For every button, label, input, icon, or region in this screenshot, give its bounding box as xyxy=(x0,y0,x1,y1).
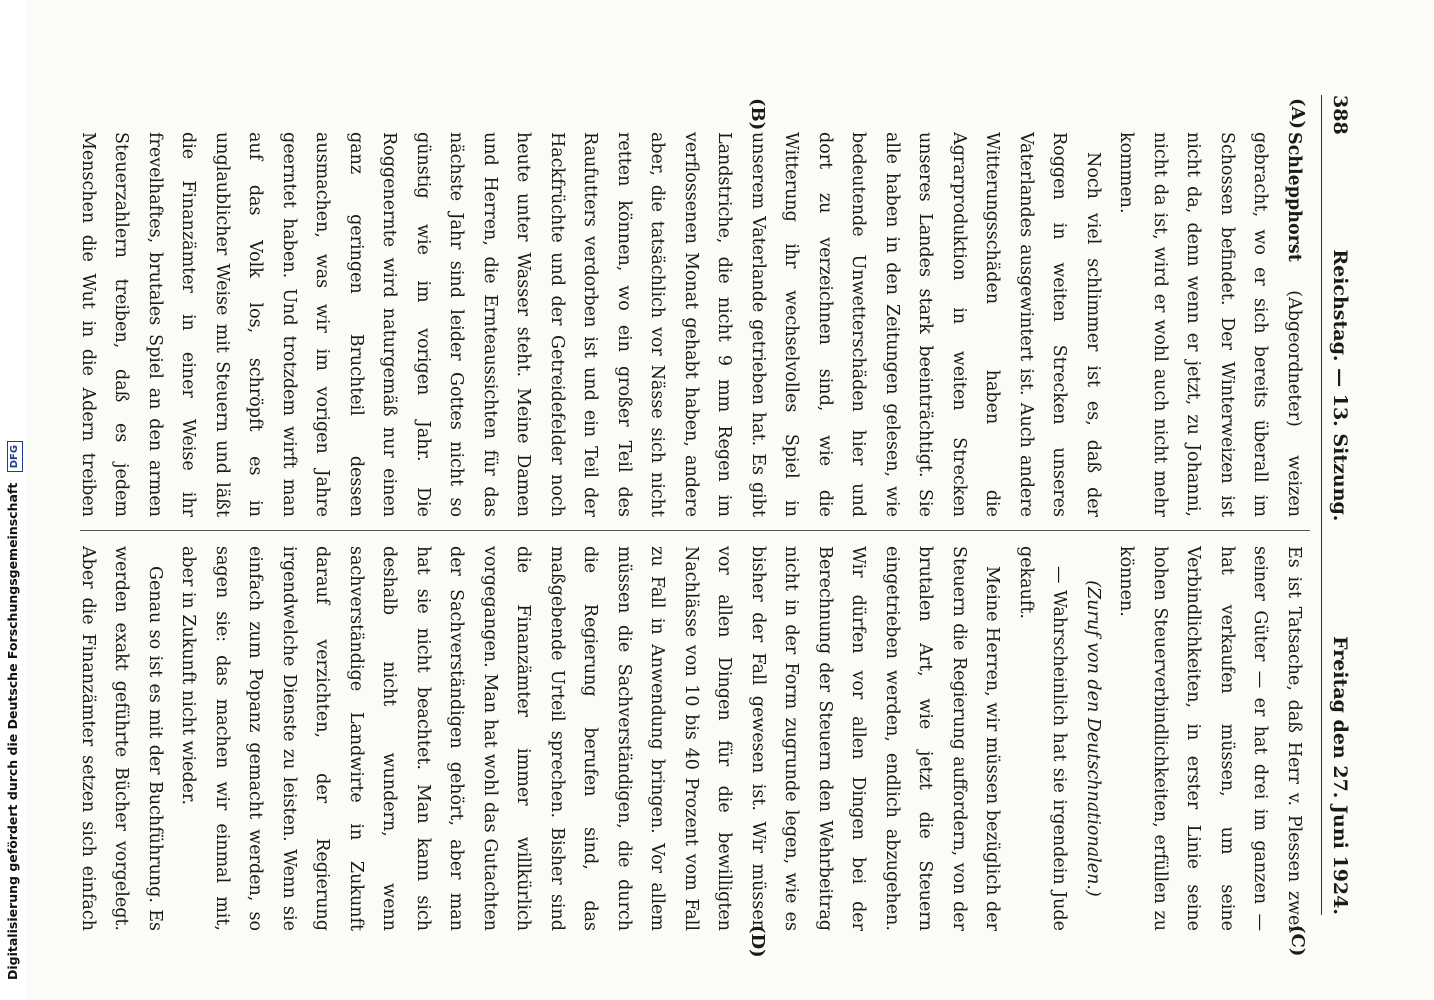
paragraph: Es ist Tatsache, daß Herr v. Plessen zwei seiner Güter — er hat drei im ganzen — hat verkaufen müssen, um seine Verbindlichkeiten, in erster Linie seine hohen Steuerverbindlichkeiten, erfüllen zu können. xyxy=(1116,546,1304,931)
session-title: Reichstag. — 13. Sitzung. xyxy=(1329,249,1351,522)
margin-mark-c: (C) xyxy=(1287,925,1308,957)
speaker-line xyxy=(1109,132,1310,517)
credit-text: Digitalisierung gefördert durch die Deutsche Forschungsgemeinschaft xyxy=(5,482,20,980)
paragraph: weizen gebracht, wo er sich bereits überall im Schossen befindet. Der Winterweizen ist nicht da, denn wenn er jetzt, zu Johanni, nicht da ist, wird er wohl auch nicht mehr kommen. xyxy=(1116,132,1304,517)
digitization-credit-strip xyxy=(0,0,26,1000)
paragraph: Noch viel schlimmer ist es, daß der Roggen in weiten Strecken unseres Vaterlandes ausgewintert ist. Auch andere Witterungsschäden haben die Agrarproduktion in weiten Strecken unseres Landes stark beeinträchtigt. Sie alle haben in den Zeitungen gelesen, wie bedeutende Unwetterschäden hier und dort zu verzeichnen sind, wie die Witterung ihr wechselvolles Spiel in unserem Vaterlande getrieben hat. Es gibt Landstriche, die nicht 9 mm Regen im verflossenen Monat gehabt haben, andere aber, die tatsächlich vor Nässe sich nicht retten können, wo ein großer Teil des Raufutters verdorben ist und ein Teil der Hackfrüchte und der Getreidefelder noch heute unter Wasser steht. Meine Damen und Herren, die Ernteaussichten für das nächste Jahr sind leider Gottes nicht so günstig wie im vorigen Jahr. Die Roggenernte wird naturgemäß nur einen ganz geringen Bruchteil dessen ausmachen, was wir im vorigen Jahre geerntet haben. Und trotzdem wirft man auf das Volk los, schröpft es in unglaublicher Weise mit Steuern und läßt die Finanzämter in einer Weise ihr frevelhaftes, brutales Spiel an den armen Steuerzahlern treiben, daß es jedem Menschen die Wut in die Adern treiben xyxy=(78,132,1103,517)
running-header xyxy=(1320,95,1360,915)
speaker-affiliation: (Abgeordneter) xyxy=(1284,290,1304,427)
header-rule xyxy=(1321,95,1322,915)
rotated-page-content xyxy=(28,0,1408,1000)
session-date: Freitag den 27. Juni 1924. xyxy=(1329,636,1351,915)
column-divider xyxy=(80,530,1310,531)
margin-mark-b: (B) xyxy=(747,98,768,131)
margin-mark-a: (A) xyxy=(1287,98,1308,129)
left-column xyxy=(70,132,1310,517)
speaker-name: Schlepphorst xyxy=(1284,132,1304,262)
paragraph: Genau so ist es mit der Buchführung. Es werden exakt geführte Bücher vorgelegt. Aber die Finanzämter setzen sich einfach xyxy=(78,546,165,931)
margin-mark-d: (D) xyxy=(747,925,768,958)
paragraph: Meine Herren, wir müssen bezüglich der Steuern die Regierung auffordern, von der brutalen Art, wie jetzt die Steuern eingetrieben werden, endlich abzugehen. Wir dürfen vor allen Dingen bei der Berechnung der Steuern den Wehrbeitrag nicht in der Form zugrunde legen, wie es bisher der Fall gewesen ist. Wir müssen vor allen Dingen für die bewilligten Nachlässe von 10 bis 40 Prozent vom Fall zu Fall in Anwendung bringen. Vor allem müssen die Sachverständigen, die durch die Regierung berufen sind, das maßgebende Urteil sprechen. Bisher sind die Finanzämter immer willkürlich vorgegangen. Man hat wohl das Gutachten der Sachverständigen gehört, aber man hat sie nicht beachtet. Man kann sich deshalb nicht wundern, wenn sachverständige Landwirte in Zukunft darauf verzichten, der Regierung irgendwelche Dienste zu leisten. Wenn sie einfach zum Popanz gemacht werden, so sagen sie: das machen wir einmal mit, aber in Zukunft nicht wieder. xyxy=(178,546,1003,931)
right-column xyxy=(70,546,1310,931)
dfg-logo: DFG xyxy=(7,441,23,472)
digitization-credit xyxy=(0,0,26,1000)
interjection: (Zuruf von den Deutschnationalen.) xyxy=(1083,580,1103,897)
page-number: 388 xyxy=(1329,95,1351,135)
paragraph: — Wahrscheinlich hat sie irgendein Jude gekauft. xyxy=(1016,546,1070,931)
